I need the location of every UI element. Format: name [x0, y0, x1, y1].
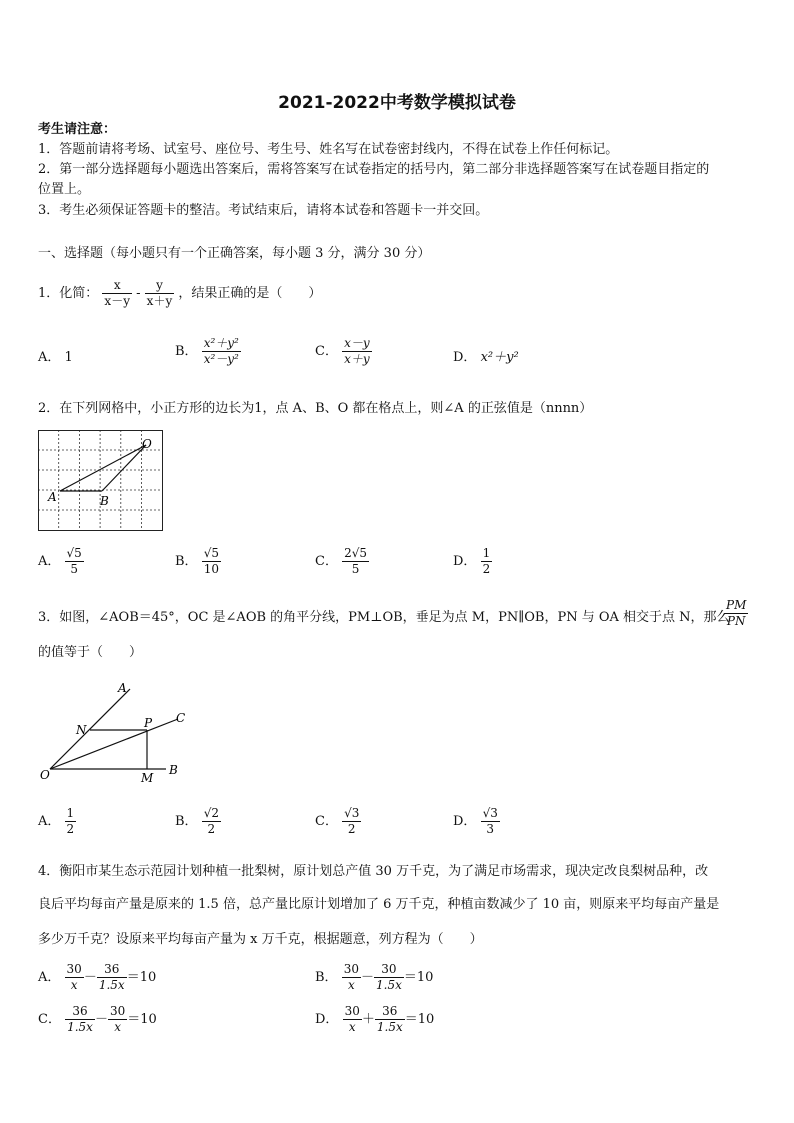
q4-option-d: D． $\frac{30}{x}$ ＋ $\frac{36}{1.5x}$ ＝10 [315, 1004, 435, 1034]
q2-segment-bo [102, 445, 146, 491]
q1-option-d: D． x²＋y² [453, 350, 519, 365]
q2-label-o: O [142, 437, 152, 451]
q1-fraction-2: $\frac{y}{x+y}$ [146, 278, 173, 308]
q3-label-b: B [169, 763, 178, 777]
question-2: 2．在下列网格中，小正方形的边长为1，点 A、B、O 都在格点上，则∠A 的正弦值是（nnnn） [38, 401, 593, 416]
q3-label-c: C [176, 711, 186, 725]
notice-item-2: 2．第一部分选择题每小题选出答案后，需将答案写在试卷指定的括号内，第二部分非选择题答案写在试卷题目指定的 [38, 162, 710, 177]
q2-grid-figure [38, 430, 166, 532]
q3-option-b: B． $\frac{√2}{2}$ [175, 806, 219, 836]
q1-option-c: C． $\frac{x-y}{x+y}$ [315, 336, 370, 366]
q1-option-a: A． 1 [38, 350, 73, 365]
q2-option-c: C． $\frac{2√5}{5}$ [315, 546, 368, 576]
page-title: 2021-2022中考数学模拟试卷 [278, 93, 516, 113]
q2-option-d: D． $\frac{1}{2}$ [453, 546, 491, 576]
q2-segment-ao [60, 445, 146, 491]
q3-ray-oa [50, 689, 130, 769]
q3-label-o: O [40, 768, 50, 782]
q4-option-c: C． $\frac{36}{1.5x}$ － $\frac{30}{x}$ ＝10 [38, 1004, 157, 1034]
q3-option-c: C． $\frac{√3}{2}$ [315, 806, 360, 836]
section-heading: 一、选择题（每小题只有一个正确答案，每小题 3 分，满分 30 分） [38, 246, 431, 261]
question-3: 3．如图，∠AOB＝45°，OC 是∠AOB 的角平分线，PM⊥OB，垂足为点 M，PN∥OB，PN 与 OA 相交于点 N，那么 [38, 610, 730, 625]
notice-heading: 考生请注意： [38, 122, 117, 137]
q1-minus: - [136, 286, 141, 301]
q2-option-a: A． $\frac{√5}{5}$ [38, 546, 82, 576]
question-4-line-2: 良后平均每亩产量是原来的 1.5 倍，总产量比原计划增加了 6 万千克，种植亩数减少了 10 亩，则原来平均每亩产量是 [38, 897, 720, 912]
notice-item-3: 3．考生必须保证答题卡的整洁。考试结束后，请将本试卷和答题卡一并交回。 [38, 203, 489, 218]
q4-option-a: A． $\frac{30}{x}$ － $\frac{36}{1.5x}$ ＝10 [38, 962, 157, 992]
q3-label-m: M [141, 771, 154, 785]
q3-ray-oc [50, 719, 178, 769]
question-4-line-1: 4．衡阳市某生态示范园计划种植一批梨树，原计划总产值 30 万千克，为了满足市场需求，现决定改良梨树品种，改 [38, 864, 709, 879]
q3-option-a: A． $\frac{1}{2}$ [38, 806, 75, 836]
q2-label-a: A [48, 490, 57, 504]
q3-option-d: D． $\frac{√3}{3}$ [453, 806, 498, 836]
q2-label-b: B [100, 494, 109, 508]
notice-item-1: 1．答题前请将考场、试室号、座位号、考生号、姓名写在试卷密封线内，不得在试卷上作任何标记。 [38, 142, 619, 157]
q3-label-p: P [144, 716, 153, 730]
q4-option-b: B． $\frac{30}{x}$ － $\frac{30}{1.5x}$ ＝10 [315, 962, 434, 992]
q1-fraction-1: $\frac{x}{x-y}$ [104, 278, 130, 308]
q1-option-b: B． $\frac{\text{x²＋y²}}{\text{x²－y²}}$ [175, 336, 239, 366]
q3-angle-figure [38, 676, 198, 786]
question-1 [38, 276, 321, 312]
q2-option-b: B． $\frac{√5}{10}$ [175, 546, 219, 576]
notice-item-2-cont: 位置上。 [38, 182, 91, 197]
q3-label-a: A [118, 681, 127, 695]
q1-suffix: ，结果正确的是（ ） [178, 286, 322, 301]
q3-label-n: N [76, 723, 87, 737]
question-4-line-3: 多少万千克？设原来平均每亩产量为 x 万千克，根据题意，列方程为（ ） [38, 932, 483, 947]
q3-fraction: $\frac{PM}{PN}$ [726, 598, 747, 628]
q1-prefix: 1．化简： [38, 286, 99, 301]
question-3-cont: 的值等于（ ） [38, 645, 143, 660]
